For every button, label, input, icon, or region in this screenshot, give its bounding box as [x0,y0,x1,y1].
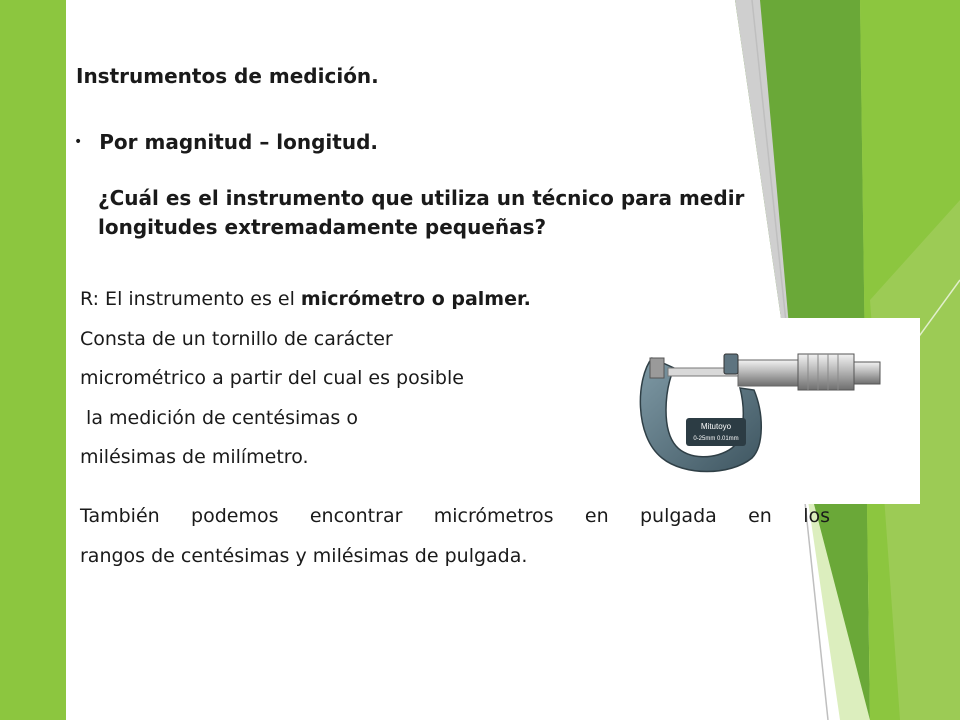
spec-label: 0-25mm 0.01mm [693,436,739,442]
answer-line [80,280,531,320]
ratchet [854,362,880,384]
question-text: ¿Cuál es el instrumento que utiliza un técnico para medir longitudes extremadamente pequeñas? [98,186,745,239]
brand-label: Mitutoyo [700,422,732,431]
slide-title: Instrumentos de medición. [76,64,379,88]
answer-block [80,280,531,478]
paragraph-line-2: rangos de centésimas y milésimas de pulgada. [80,545,528,567]
answer-prefix: R: El instrumento es el [80,288,301,310]
lock-lever [724,354,738,374]
answer-bold: micrómetro o palmer. [300,288,531,310]
answer-line-2: micrométrico a partir del cual es posible [80,367,464,389]
micrometer-image [612,318,920,504]
anvil [650,358,664,378]
answer-line-3: la medición de centésimas o [80,406,358,429]
answer-line-1: Consta de un tornillo de carácter [80,327,393,350]
paragraph-line-1: También podemos encontrar micrómetros en pulgada en los [80,505,830,527]
bullet-dot-icon: • [74,134,83,150]
bullet-item [74,130,378,154]
bullet-text: Por magnitud – longitud. [99,130,378,154]
answer-line-4: milésimas de milímetro. [80,446,309,468]
sleeve [738,360,798,386]
paragraph-block [80,496,830,576]
thimble [798,354,854,390]
